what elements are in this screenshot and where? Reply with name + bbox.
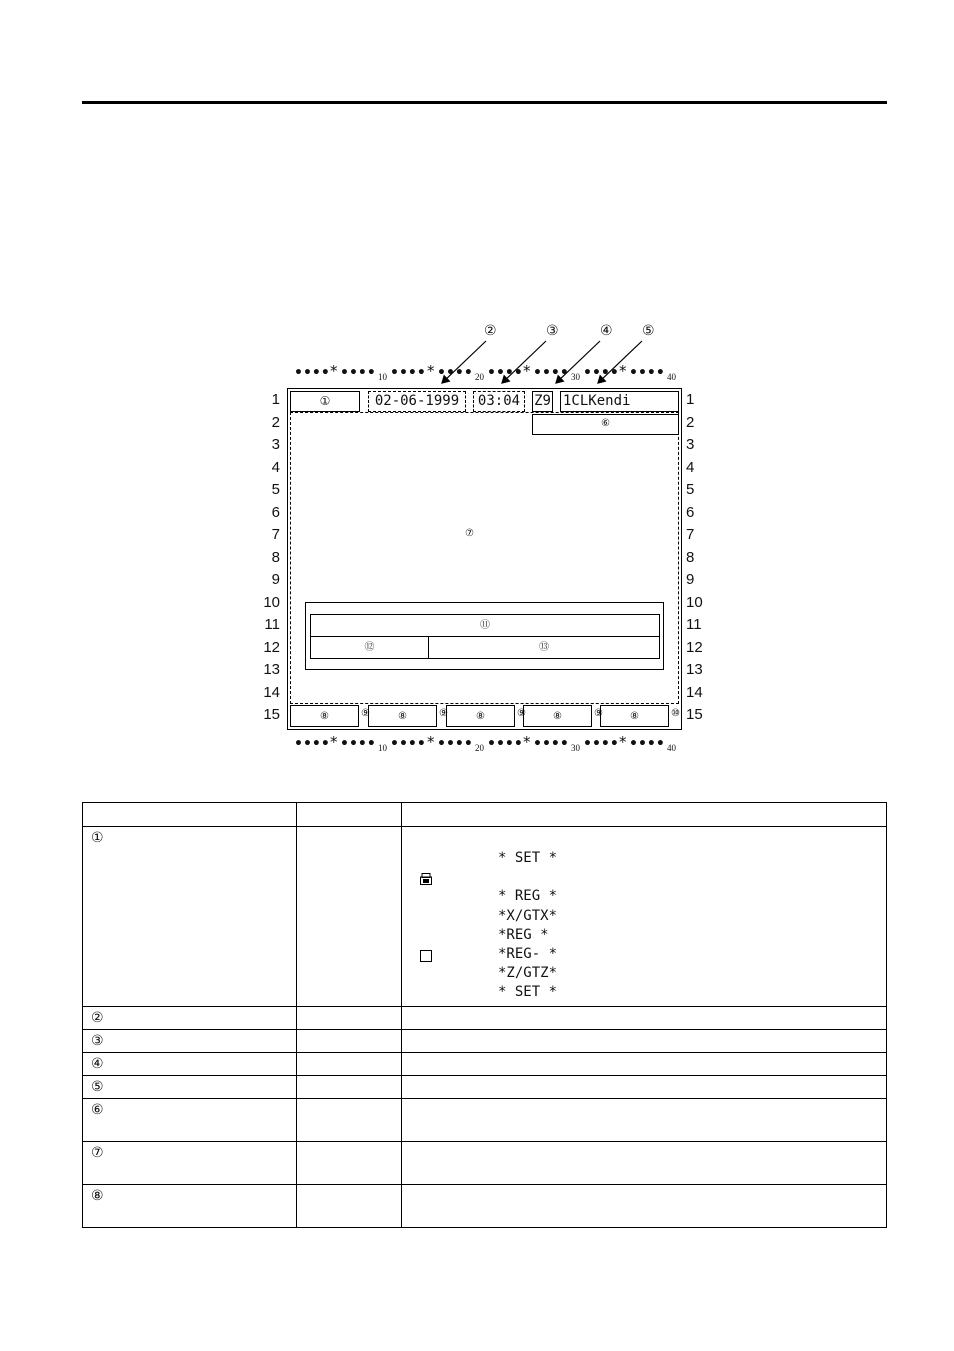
table-cell — [402, 1141, 887, 1184]
row-number-label: 10 — [686, 593, 703, 611]
callout-2: ② — [484, 323, 497, 339]
table-cell — [402, 1029, 887, 1052]
top-rule — [82, 101, 887, 104]
mode-line: *REG- * — [410, 945, 878, 964]
field-11: ⑪ — [310, 614, 660, 637]
row-number-label: 1 — [686, 391, 695, 408]
mode-line: * REG * — [498, 888, 558, 905]
table-row — [83, 1052, 887, 1075]
table-cell — [297, 1075, 402, 1098]
mode-line — [410, 868, 878, 887]
field-13: ⑬ — [428, 636, 660, 659]
callout-3: ③ — [546, 323, 559, 339]
field-description-table — [82, 802, 887, 1228]
mode-line: *Z/GTZ* — [498, 965, 558, 982]
row-number-label: 7 — [686, 526, 695, 543]
row-number-7: ⑦ — [83, 1141, 297, 1184]
callout-5: ⑤ — [642, 323, 655, 339]
row-number-label: 12 — [263, 638, 280, 656]
row-number-label: 14 — [263, 683, 280, 701]
table-cell — [297, 1098, 402, 1141]
table-header — [83, 803, 887, 827]
row-number-label: 15 — [263, 706, 280, 723]
row-number-label: 2 — [271, 413, 280, 431]
row-number-label: 9 — [686, 571, 695, 588]
function-key-5: ⑧ — [600, 705, 669, 727]
table-cell — [402, 1098, 887, 1141]
table-cell — [297, 827, 402, 1007]
table-cell — [297, 1029, 402, 1052]
row-number-5: ⑤ — [83, 1075, 297, 1098]
mode-line: *REG * — [498, 926, 549, 943]
header-cell — [297, 803, 402, 827]
table-cell — [297, 1184, 402, 1227]
row-number-2: ② — [83, 1006, 297, 1029]
mode-list — [402, 827, 887, 1007]
row-number-label: 13 — [263, 661, 280, 678]
key-separator: ⑨ — [361, 708, 370, 719]
mode-line: *X/GTX* — [498, 907, 558, 924]
key-separator: ⑨ — [594, 708, 603, 719]
table-row — [83, 1098, 887, 1141]
column-ruler-bottom: •••• * •••• 10 •••• * •••• 20 •••• * •••• 30 •••• * •••• 40 — [294, 733, 676, 753]
table-cell — [402, 1075, 887, 1098]
field-6: ⑥ — [532, 414, 679, 435]
clerk-field: 1CLKendi — [560, 391, 679, 412]
row-number-label: 4 — [686, 458, 695, 476]
time-field: 03:04 — [473, 391, 525, 412]
row-number-label: 15 — [686, 706, 703, 723]
key-separator: ⑩ — [671, 708, 680, 719]
key-separator: ⑨ — [517, 708, 526, 719]
row-number-label: 3 — [686, 436, 695, 453]
row-number-label: 13 — [686, 661, 703, 678]
header-cell — [83, 803, 297, 827]
row-number-1: ① — [83, 827, 297, 1007]
row-number-label: 10 — [263, 593, 280, 611]
field-7: ⑦ — [465, 528, 474, 539]
row-number-label: 5 — [271, 481, 280, 498]
mode-line: * SET * — [498, 984, 558, 1001]
row-number-label: 2 — [686, 413, 695, 431]
table-cell — [297, 1052, 402, 1075]
row-number-label: 7 — [271, 526, 280, 543]
row-number-label: 9 — [271, 571, 280, 588]
table-cell — [402, 1006, 887, 1029]
key-separator: ⑨ — [439, 708, 448, 719]
row-number-label: 4 — [271, 458, 280, 476]
row-number-label: 6 — [686, 503, 695, 521]
row-number-6: ⑥ — [83, 1098, 297, 1141]
table-row — [83, 1184, 887, 1227]
row-number-label: 11 — [264, 616, 280, 633]
row-number-label: 11 — [686, 616, 702, 633]
row-number-label: 3 — [271, 436, 280, 453]
row-number-label: 14 — [686, 683, 703, 701]
function-key-4: ⑧ — [523, 705, 592, 727]
row-number-label: 8 — [686, 548, 695, 566]
row-number-4: ④ — [83, 1052, 297, 1075]
row-number-label: 12 — [686, 638, 703, 656]
row-number-label: 5 — [686, 481, 695, 498]
mode-field: ① — [290, 391, 360, 412]
function-key-3: ⑧ — [446, 705, 515, 727]
table-cell — [402, 1052, 887, 1075]
function-key-2: ⑧ — [368, 705, 437, 727]
field-12: ⑫ — [310, 636, 429, 659]
function-key-1: ⑧ — [290, 705, 359, 727]
table-row — [83, 1029, 887, 1052]
table-row — [83, 827, 887, 1007]
table-cell — [297, 1141, 402, 1184]
row-number-label: 8 — [271, 548, 280, 566]
callout-4: ④ — [600, 323, 613, 339]
table-cell — [297, 1006, 402, 1029]
table-row — [83, 1006, 887, 1029]
row-number-label: 1 — [271, 391, 280, 408]
date-field: 02-06-1999 — [368, 391, 466, 412]
mode-line: * SET * — [498, 850, 558, 866]
row-number-3: ③ — [83, 1029, 297, 1052]
z-field: Z9 — [532, 391, 553, 412]
table-cell — [402, 1184, 887, 1227]
row-number-8: ⑧ — [83, 1184, 297, 1227]
table-row — [83, 1141, 887, 1184]
header-cell — [402, 803, 887, 827]
column-ruler-top: •••• * •••• 10 •••• * •••• 20 •••• * •••• 30 •••• * •••• 40 — [294, 362, 676, 382]
table-row — [83, 1075, 887, 1098]
row-number-label: 6 — [271, 503, 280, 521]
